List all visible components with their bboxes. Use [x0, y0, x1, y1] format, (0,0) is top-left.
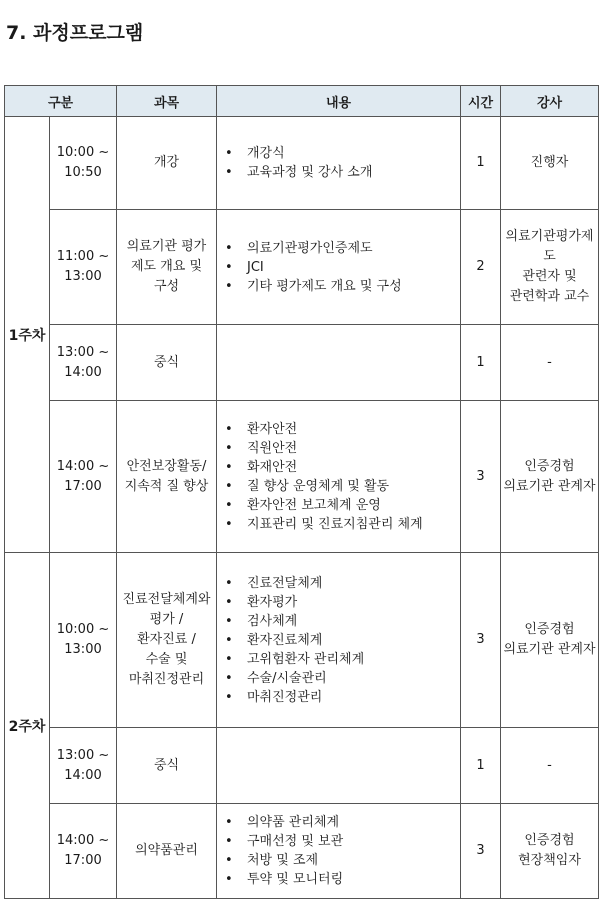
hours-cell: 3 — [461, 401, 501, 553]
subject-cell: 진료전달체계와 평가 / 환자진료 / 수술 및 마취진정관리 — [117, 553, 217, 728]
instructor-cell: - — [501, 728, 599, 804]
time-cell: 14:00 ~ 17:00 — [50, 401, 117, 553]
content-cell — [217, 117, 461, 210]
instructor-cell: 의료기관평가제도 관련자 및 관련학과 교수 — [501, 210, 599, 325]
content-item: • 화재안전 — [225, 458, 460, 477]
time-cell: 11:00 ~ 13:00 — [50, 210, 117, 325]
hours-cell: 1 — [461, 728, 501, 804]
subject-cell: 중식 — [117, 325, 217, 401]
header-division: 구분 — [5, 86, 117, 117]
content-item: • 지표관리 및 진료지침관리 체계 — [225, 515, 460, 534]
schedule-row — [5, 401, 599, 553]
content-item: • 고위험환자 관리체계 — [225, 650, 460, 669]
content-cell — [217, 553, 461, 728]
time-cell: 13:00 ~ 14:00 — [50, 325, 117, 401]
subject-cell: 중식 — [117, 728, 217, 804]
page-title: 7. 과정프로그램 — [6, 22, 144, 44]
time-cell: 14:00 ~ 17:00 — [50, 804, 117, 899]
subject-cell: 의약품관리 — [117, 804, 217, 899]
content-item: • 처방 및 조제 — [225, 851, 460, 870]
content-item: • 의료기관평가인증제도 — [225, 239, 460, 258]
header-content: 내용 — [217, 86, 461, 117]
content-item: • 환자안전 보고체계 운영 — [225, 496, 460, 515]
content-cell — [217, 728, 461, 804]
header-subject: 과목 — [117, 86, 217, 117]
content-item: • JCI — [225, 258, 460, 277]
content-item: • 진료전달체계 — [225, 574, 460, 593]
content-item: • 의약품 관리체계 — [225, 813, 460, 832]
content-item: • 질 향상 운영체계 및 활동 — [225, 477, 460, 496]
hours-cell: 3 — [461, 553, 501, 728]
schedule-row — [5, 804, 599, 899]
subject-cell: 의료기관 평가 제도 개요 및 구성 — [117, 210, 217, 325]
week-label: 2주차 — [5, 553, 50, 899]
instructor-cell: 인증경험 의료기관 관계자 — [501, 553, 599, 728]
content-item: • 수술/시술관리 — [225, 669, 460, 688]
content-item: • 환자진료체계 — [225, 631, 460, 650]
content-cell — [217, 325, 461, 401]
content-cell — [217, 804, 461, 899]
content-item: • 투약 및 모니터링 — [225, 870, 460, 889]
content-item: • 교육과정 및 강사 소개 — [225, 163, 460, 182]
schedule-row — [5, 117, 599, 210]
header-instructor: 강사 — [501, 86, 599, 117]
content-item: • 환자평가 — [225, 593, 460, 612]
schedule-row — [5, 210, 599, 325]
content-cell — [217, 401, 461, 553]
content-list — [217, 144, 460, 182]
instructor-cell: 인증경험 현장책임자 — [501, 804, 599, 899]
content-list — [217, 239, 460, 296]
content-item: • 기타 평가제도 개요 및 구성 — [225, 277, 460, 296]
hours-cell: 1 — [461, 325, 501, 401]
program-body — [5, 117, 599, 899]
instructor-cell: 진행자 — [501, 117, 599, 210]
week-label: 1주차 — [5, 117, 50, 553]
time-cell: 13:00 ~ 14:00 — [50, 728, 117, 804]
time-cell: 10:00 ~ 10:50 — [50, 117, 117, 210]
time-cell: 10:00 ~ 13:00 — [50, 553, 117, 728]
content-list — [217, 574, 460, 707]
content-item: • 검사체계 — [225, 612, 460, 631]
instructor-cell: - — [501, 325, 599, 401]
schedule-row — [5, 553, 599, 728]
content-item: • 구매선정 및 보관 — [225, 832, 460, 851]
subject-cell: 안전보장활동/ 지속적 질 향상 — [117, 401, 217, 553]
instructor-cell: 인증경험 의료기관 관계자 — [501, 401, 599, 553]
content-cell — [217, 210, 461, 325]
subject-cell: 개강 — [117, 117, 217, 210]
content-list — [217, 813, 460, 889]
content-item: • 마취진정관리 — [225, 688, 460, 707]
header-hours: 시간 — [461, 86, 501, 117]
header-row — [5, 86, 599, 117]
schedule-row — [5, 325, 599, 401]
content-item: • 환자안전 — [225, 420, 460, 439]
hours-cell: 3 — [461, 804, 501, 899]
content-list — [217, 420, 460, 534]
hours-cell: 2 — [461, 210, 501, 325]
content-item: • 직원안전 — [225, 439, 460, 458]
schedule-row — [5, 728, 599, 804]
content-item: • 개강식 — [225, 144, 460, 163]
program-table — [4, 85, 599, 899]
hours-cell: 1 — [461, 117, 501, 210]
